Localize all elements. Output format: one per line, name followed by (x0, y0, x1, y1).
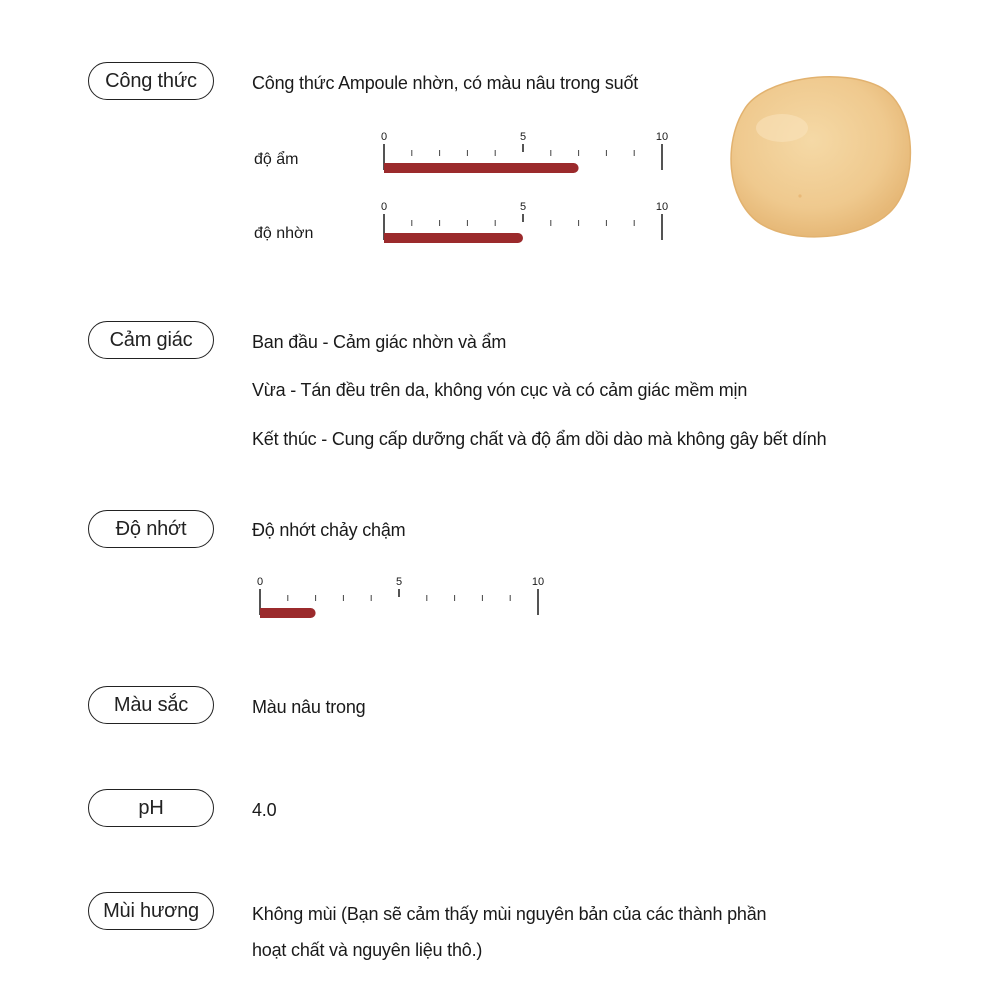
scale-tick-label: 0 (256, 576, 264, 588)
ph-pill: pH (88, 789, 214, 827)
scale-tick-label: 10 (655, 131, 669, 143)
viscosity-pill: Độ nhớt (88, 510, 214, 548)
scale-tick-label: 5 (395, 576, 403, 588)
scent-line-1: Không mùi (Bạn sẽ cảm thấy mùi nguyên bản của các thành phần (252, 904, 767, 924)
scale-value-bar-edge (384, 233, 390, 243)
liquid-drop-swatch-icon (722, 70, 914, 242)
scale-value-bar (384, 163, 579, 173)
viscosity-scale (256, 575, 556, 625)
scale-value-bar (260, 608, 316, 618)
scale-tick-label: 5 (519, 201, 527, 213)
scale-tick-label: 0 (380, 201, 388, 213)
viscosity-text: Độ nhớt chảy chậm (252, 520, 406, 540)
feel-line-middle: Vừa - Tán đều trên da, không vón cục và có cảm giác mềm mịn (252, 380, 748, 400)
scent-line-2: hoạt chất và nguyên liệu thô.) (252, 940, 483, 960)
scale-tick-label: 0 (380, 131, 388, 143)
scale-value-bar-edge (384, 163, 390, 173)
scale-value-bar (384, 233, 523, 243)
color-text: Màu nâu trong (252, 697, 366, 717)
feel-line-finish: Kết thúc - Cung cấp dưỡng chất và độ ẩm dồi dào mà không gây bết dính (252, 429, 827, 449)
scale-tick-label: 5 (519, 131, 527, 143)
formula-pill: Công thức (88, 62, 214, 100)
moisture-label: độ ẩm (254, 151, 299, 168)
color-pill: Màu sắc (88, 686, 214, 724)
oiliness-label: độ nhờn (254, 225, 314, 242)
scent-pill: Mùi hương (88, 892, 214, 930)
feel-pill: Cảm giác (88, 321, 214, 359)
feel-line-initial: Ban đầu - Cảm giác nhờn và ẩm (252, 332, 507, 352)
scale-tick-label: 10 (655, 201, 669, 213)
oiliness-scale (380, 200, 680, 250)
moisture-scale (380, 130, 680, 180)
scale-tick-label: 10 (531, 576, 545, 588)
ph-value: 4.0 (252, 800, 277, 820)
formula-text: Công thức Ampoule nhờn, có màu nâu trong suốt (252, 73, 639, 93)
scale-value-bar-edge (260, 608, 266, 618)
